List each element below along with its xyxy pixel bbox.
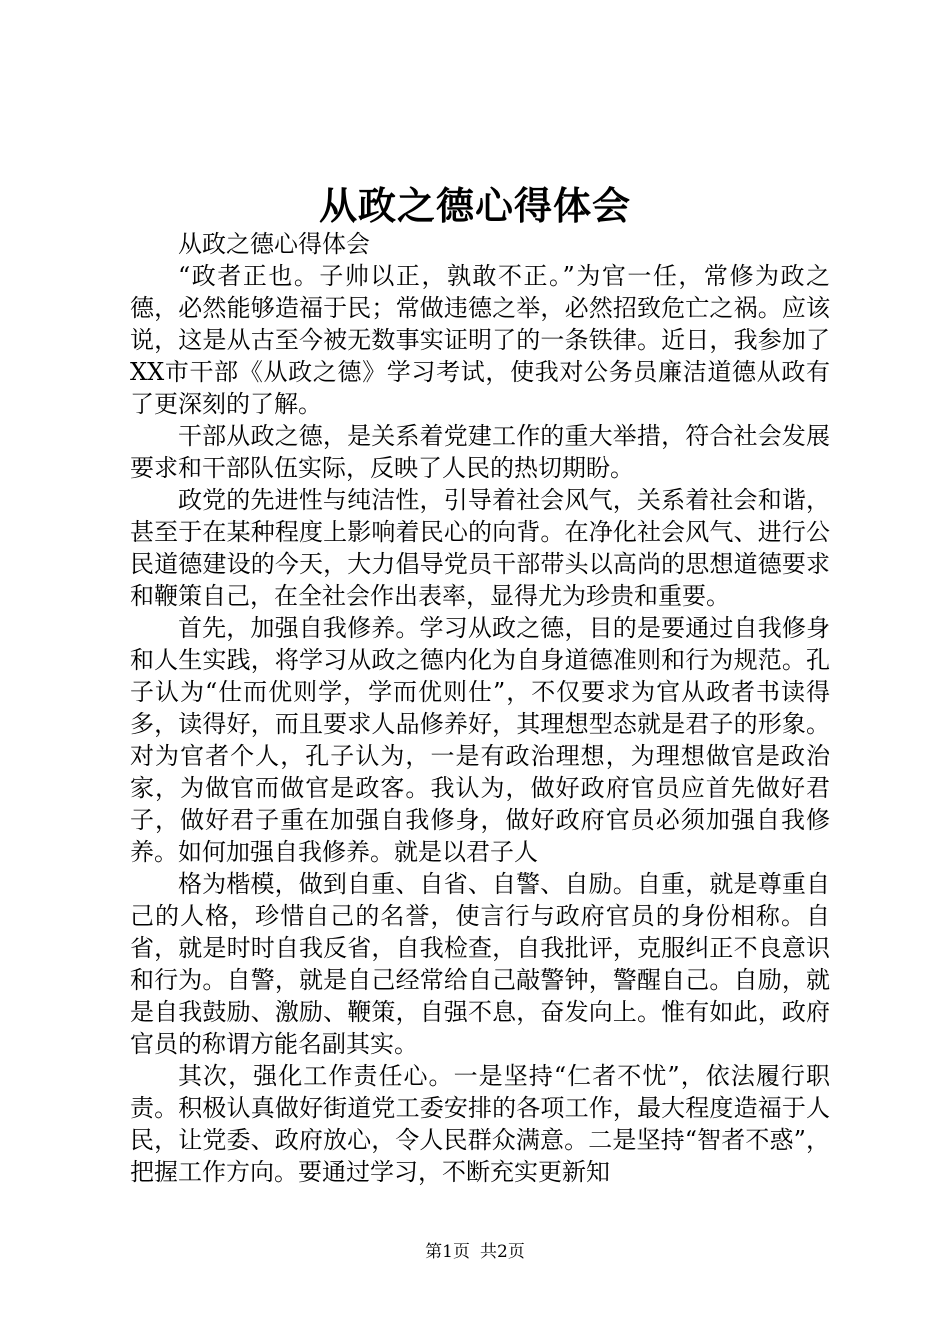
subtitle-paragraph: 从政之德心得体会 — [178, 230, 370, 258]
body-paragraph: 政党的先进性与纯洁性，引导着社会风气，关系着社会和谐，甚至于在某种程度上影响着民心的向背。在净化社会风气、进行公民道德建设的今天，大力倡导党员干部带头以高尚的思想道德要求和鞭策自己，在全社会作出表率，显得尤为珍贵和重要。 — [130, 486, 830, 610]
page-footer — [0, 1240, 950, 1264]
page-number: 第1页 — [425, 1242, 470, 1262]
body-paragraph: 首先，加强自我修养。学习从政之德，目的是要通过自我修身和人生实践，将学习从政之德内化为自身道德准则和行为规范。孔子认为“仕而优则学，学而优则仕”，不仅要求为官从政者书读得多，读得好，而且要求人品修养好，其理想型态就是君子的形象。对为官者个人，孔子认为，一是有政治理想，为理想做官是政治家，为做官而做官是政客。我认为，做好政府官员应首先做好君子，做好君子重在加强自我修身，做好政府官员必须加强自我修养。如何加强自我修养。就是以君子人 — [130, 614, 830, 866]
body-paragraph: 干部从政之德，是关系着党建工作的重大举措，符合社会发展要求和干部队伍实际，反映了人民的热切期盼。 — [130, 422, 830, 482]
body-paragraph: 其次，强化工作责任心。一是坚持“仁者不忧”，依法履行职责。积极认真做好街道党工委安排的各项工作，最大程度造福于人民，让党委、政府放心，令人民群众满意。二是坚持“智者不惑”，把握工作方向。要通过学习，不断充实更新知 — [130, 1062, 830, 1186]
body-paragraph: 格为楷模，做到自重、自省、自警、自励。自重，就是尊重自己的人格，珍惜自己的名誉，使言行与政府官员的身份相称。自省，就是时时自我反省，自我检查，自我批评，克服纠正不良意识和行为。自警，就是自己经常给自己敲警钟，警醒自己。自励，就是自我鼓励、激励、鞭策，自强不息，奋发向上。惟有如此，政府官员的称谓方能名副其实。 — [130, 870, 830, 1058]
document-title: 从政之德心得体会 — [318, 183, 631, 228]
page-total: 共2页 — [480, 1242, 525, 1262]
document-body — [130, 228, 830, 1188]
body-paragraph: “政者正也。子帅以正，孰敢不正。”为官一任，常修为政之德，必然能够造福于民；常做违德之举，必然招致危亡之祸。应该说，这是从古至今被无数事实证明了的一条铁律。近日，我参加了XX市干部《从政之德》学习考试，使我对公务员廉洁道德从政有了更深刻的了解。 — [130, 262, 830, 418]
